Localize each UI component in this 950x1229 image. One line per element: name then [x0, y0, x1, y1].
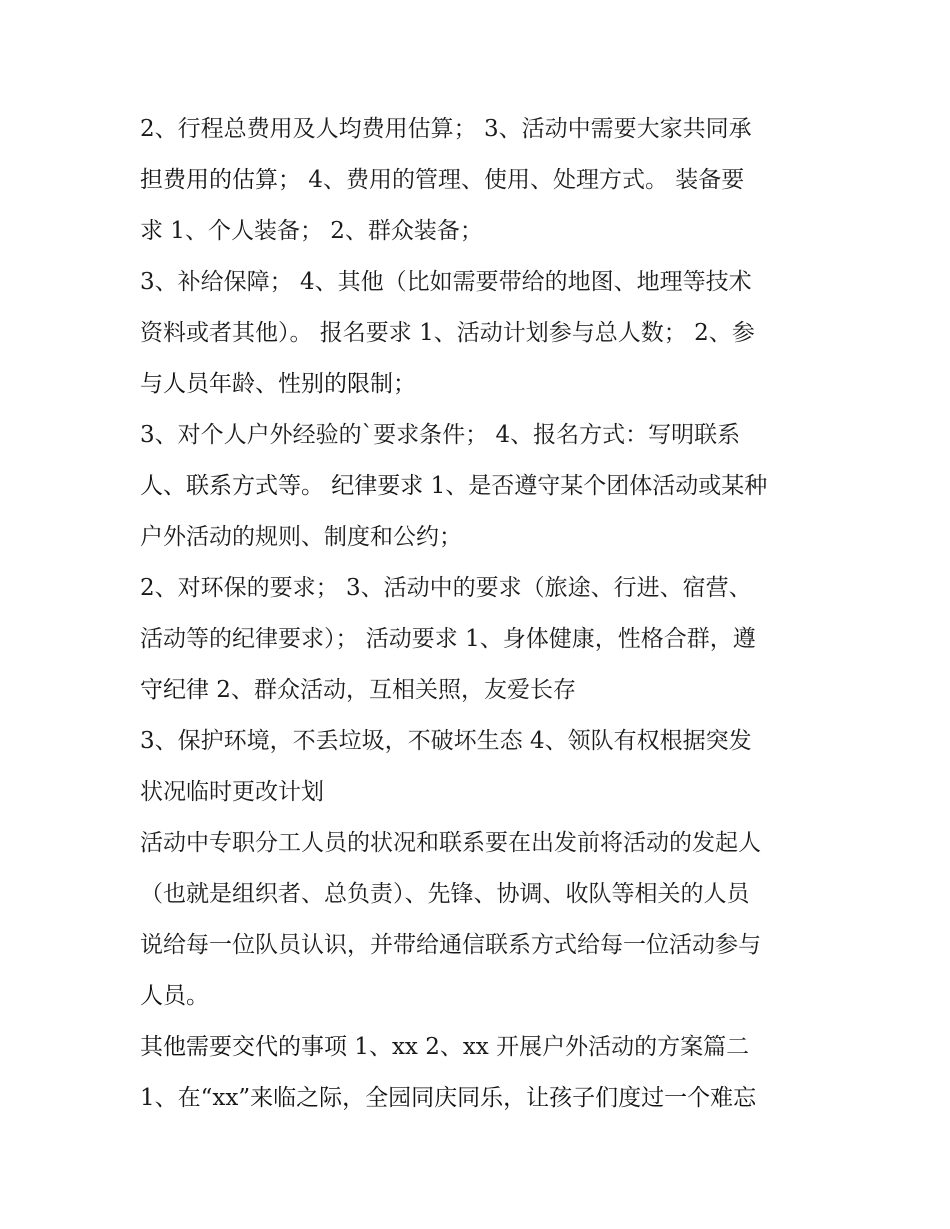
text-segment: 状况临时更改计划 [140, 779, 324, 805]
text-segment: 求 [140, 218, 163, 244]
text-segment: （也就是组织者、总负责）、先锋、协调、收队等相关的人员 [140, 881, 750, 907]
text-segment: 1、个人装备； 2、群众装备； [163, 218, 483, 244]
text-line [140, 358, 820, 409]
text-segment: 3、补给保障； 4、其他（比如需要带给的地图、地理等技术 [140, 269, 752, 295]
text-segment: 与人员年龄、性别的限制； [140, 371, 416, 397]
text-line [140, 1021, 820, 1072]
text-segment: 1、是否遵守某个团体活动或某种 [423, 473, 768, 499]
text-line [140, 256, 820, 307]
text-line [140, 970, 820, 1021]
text-line [140, 460, 820, 511]
text-line [140, 613, 820, 664]
text-segment: 来临之际，全园同庆同乐，让孩子们度过一个难忘 [250, 1085, 757, 1111]
text-segment: 1、xx 2、xx 开展户外活动的方案篇二 [347, 1034, 750, 1060]
text-segment: 人员。 [140, 983, 209, 1009]
text-segment: 说给每一位队员认识，并带给通信联系方式给每一位活动参与 [140, 932, 761, 958]
text-line [140, 817, 820, 868]
text-line [140, 919, 820, 970]
text-segment: 人、联系方式等。 纪律要求 [140, 473, 424, 499]
text-segment: 1、在“xx” [140, 1085, 251, 1111]
text-segment: 活动等的纪律要求）； 活动要求 1、身体健康，性格合群，遵 [140, 626, 756, 652]
text-segment: 活动中专职分工人员的状况和联系要在出发前将活动的发起人 [140, 830, 761, 856]
text-segment: 2、行程总费用及人均费用估算； 3、活动中需要大家共同承 [140, 116, 752, 142]
text-line [140, 511, 820, 562]
text-line [140, 154, 820, 205]
text-line [140, 205, 820, 256]
text-segment: 2、群众活动，互相关照，友爱长存 [209, 677, 576, 703]
text-segment: 3、对个人户外经验的`要求条件； 4、报名方式：写明联系 [140, 422, 741, 448]
document-body [140, 103, 820, 1123]
text-line [140, 307, 820, 358]
text-segment: 担费用的估算； [140, 167, 301, 193]
text-line [140, 409, 820, 460]
text-segment: 资料或者其他）。 报名要求 1、活动计划参与总人数； 2、参 [140, 320, 755, 346]
text-segment: 户外活动的规则、制度和公约； [140, 524, 462, 550]
text-line [140, 766, 820, 817]
text-segment: 4、费用的管理、使用、处理方式。 装备要 [301, 167, 745, 193]
text-line [140, 103, 820, 154]
text-segment: 2、对环保的要求； 3、活动中的要求（旅途、行进、宿营、 [140, 575, 752, 601]
text-line [140, 1072, 820, 1123]
text-line [140, 562, 820, 613]
text-line [140, 868, 820, 919]
text-segment: 3、保护环境，不丢垃圾，不破坏生态 4、领队有权根据突发 [140, 728, 752, 754]
text-segment: 其他需要交代的事项 [140, 1034, 347, 1060]
text-line [140, 664, 820, 715]
text-segment: 守纪律 [140, 677, 209, 703]
text-line [140, 715, 820, 766]
